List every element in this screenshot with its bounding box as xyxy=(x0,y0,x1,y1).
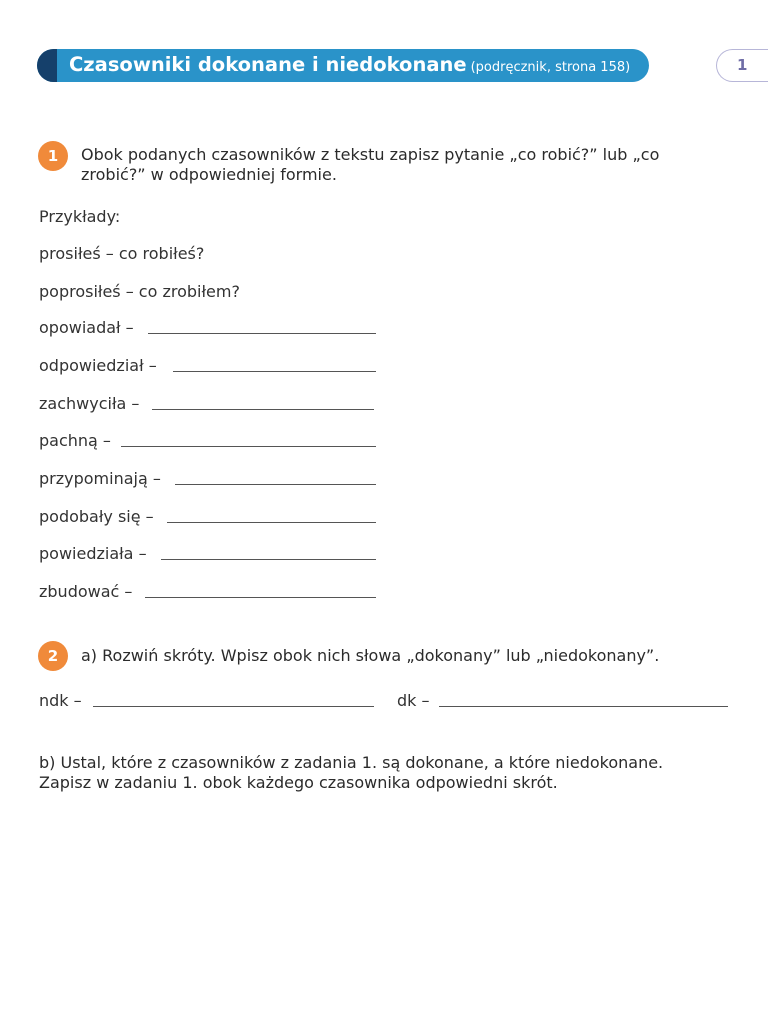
page-number-tab: 1 xyxy=(716,49,768,82)
ndk-answer-blank[interactable] xyxy=(93,706,374,707)
ndk-label: ndk – xyxy=(39,691,82,710)
header-cap xyxy=(37,49,57,82)
task-2-part-b-line-1: b) Ustal, które z czasowników z zadania 1. są dokonane, a które niedokonane. xyxy=(39,753,664,772)
answer-blank-5[interactable] xyxy=(175,484,376,485)
verb-item-3: zachwyciła – xyxy=(39,394,140,413)
verb-item-4: pachną – xyxy=(39,431,111,450)
verb-item-2: odpowiedział – xyxy=(39,356,157,375)
verb-item-7: powiedziała – xyxy=(39,544,147,563)
verb-item-6: podobały się – xyxy=(39,507,154,526)
answer-blank-3[interactable] xyxy=(152,409,374,410)
example-2: poprosiłeś – co zrobiłem? xyxy=(39,282,240,301)
task-2-part-a: a) Rozwiń skróty. Wpisz obok nich słowa „dokonany” lub „niedokonany”. xyxy=(81,646,660,665)
page-title xyxy=(69,53,630,76)
dk-label: dk – xyxy=(397,691,430,710)
page-subtitle: (podręcznik, strona 158) xyxy=(470,60,631,75)
answer-blank-4[interactable] xyxy=(121,446,376,447)
task-1-badge: 1 xyxy=(38,141,68,171)
task-1-instruction-line-1: Obok podanych czasowników z tekstu zapisz pytanie „co robić?” lub „co xyxy=(81,145,660,164)
task-2-part-b-line-2: Zapisz w zadaniu 1. obok każdego czasownika odpowiedni skrót. xyxy=(39,773,558,792)
examples-label: Przykłady: xyxy=(39,207,121,226)
task-2-part-b xyxy=(39,753,663,793)
task-2-badge: 2 xyxy=(38,641,68,671)
answer-blank-8[interactable] xyxy=(145,597,376,598)
dk-answer-blank[interactable] xyxy=(439,706,728,707)
verb-item-1: opowiadał – xyxy=(39,318,134,337)
title-text: Czasowniki dokonane i niedokonane xyxy=(69,53,467,76)
answer-blank-6[interactable] xyxy=(167,522,376,523)
section-header xyxy=(37,49,649,82)
answer-blank-7[interactable] xyxy=(161,559,376,560)
task-1-instruction-line-2: zrobić?” w odpowiedniej formie. xyxy=(81,165,337,184)
answer-blank-1[interactable] xyxy=(148,333,376,334)
answer-blank-2[interactable] xyxy=(173,371,376,372)
task-1-instruction xyxy=(81,145,659,185)
example-1: prosiłeś – co robiłeś? xyxy=(39,244,205,263)
verb-item-8: zbudować – xyxy=(39,582,133,601)
verb-item-5: przypominają – xyxy=(39,469,161,488)
